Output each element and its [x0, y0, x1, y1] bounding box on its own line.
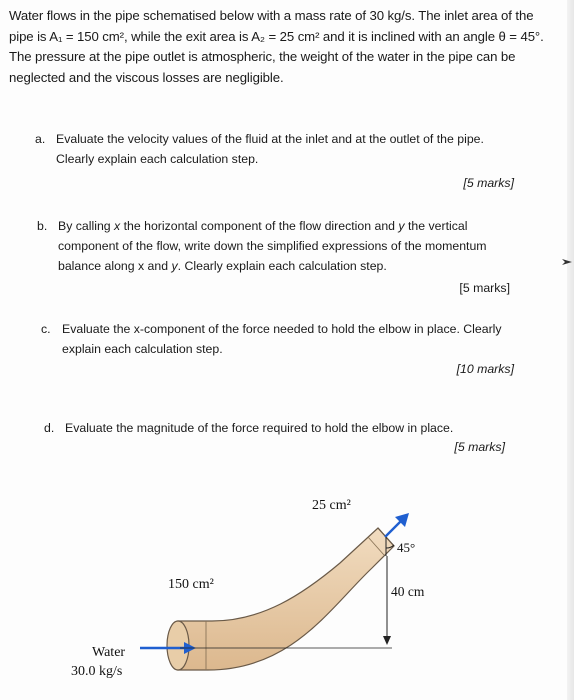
inlet-area-label: 150 cm²: [168, 577, 214, 592]
problem-statement: Water flows in the pipe schematised below with a mass rate of 30 kg/s. The inlet area of the pipe is A₁ = 150 cm², while the exit area is A₂ = 25 cm² and it is inclined with an angle θ = 45°. The pressure at the pipe outlet is atmospheric, the weight of the water in the pipe can be neglected and the viscous losses are negligible.: [9, 8, 544, 85]
water-label: Water: [92, 645, 126, 660]
angle-label: 45°: [397, 540, 416, 555]
question-letter: b.: [37, 219, 48, 233]
question-text: Evaluate the x-component of the force needed to hold the elbow in place. Clearly explain each calculation step.: [62, 322, 502, 356]
page-edge: [567, 0, 574, 700]
cursor-icon: [562, 257, 572, 267]
marks-a: [5 marks]: [463, 176, 514, 190]
question-text: By calling x the horizontal component of the flow direction and y the vertical component of the flow, write down the simplified expressions of the momentum balance along x and y. Clearly explain each calculation step.: [58, 219, 487, 273]
marks-b: [5 marks]: [459, 281, 510, 295]
mass-rate-label: 30.0 kg/s: [71, 664, 123, 679]
marks-d: [5 marks]: [454, 440, 505, 454]
question-letter: c.: [41, 322, 51, 336]
question-letter: d.: [44, 421, 55, 435]
question-text: Evaluate the magnitude of the force required to hold the elbow in place.: [65, 421, 454, 435]
question-text: Evaluate the velocity values of the fluid at the inlet and at the outlet of the pipe. Clearly explain each calculation step.: [56, 132, 484, 166]
outlet-area-label: 25 cm²: [312, 498, 351, 513]
question-letter: a.: [35, 132, 46, 146]
marks-c: [10 marks]: [456, 362, 514, 376]
height-label: 40 cm: [391, 584, 425, 599]
pipe-body: [178, 528, 394, 670]
